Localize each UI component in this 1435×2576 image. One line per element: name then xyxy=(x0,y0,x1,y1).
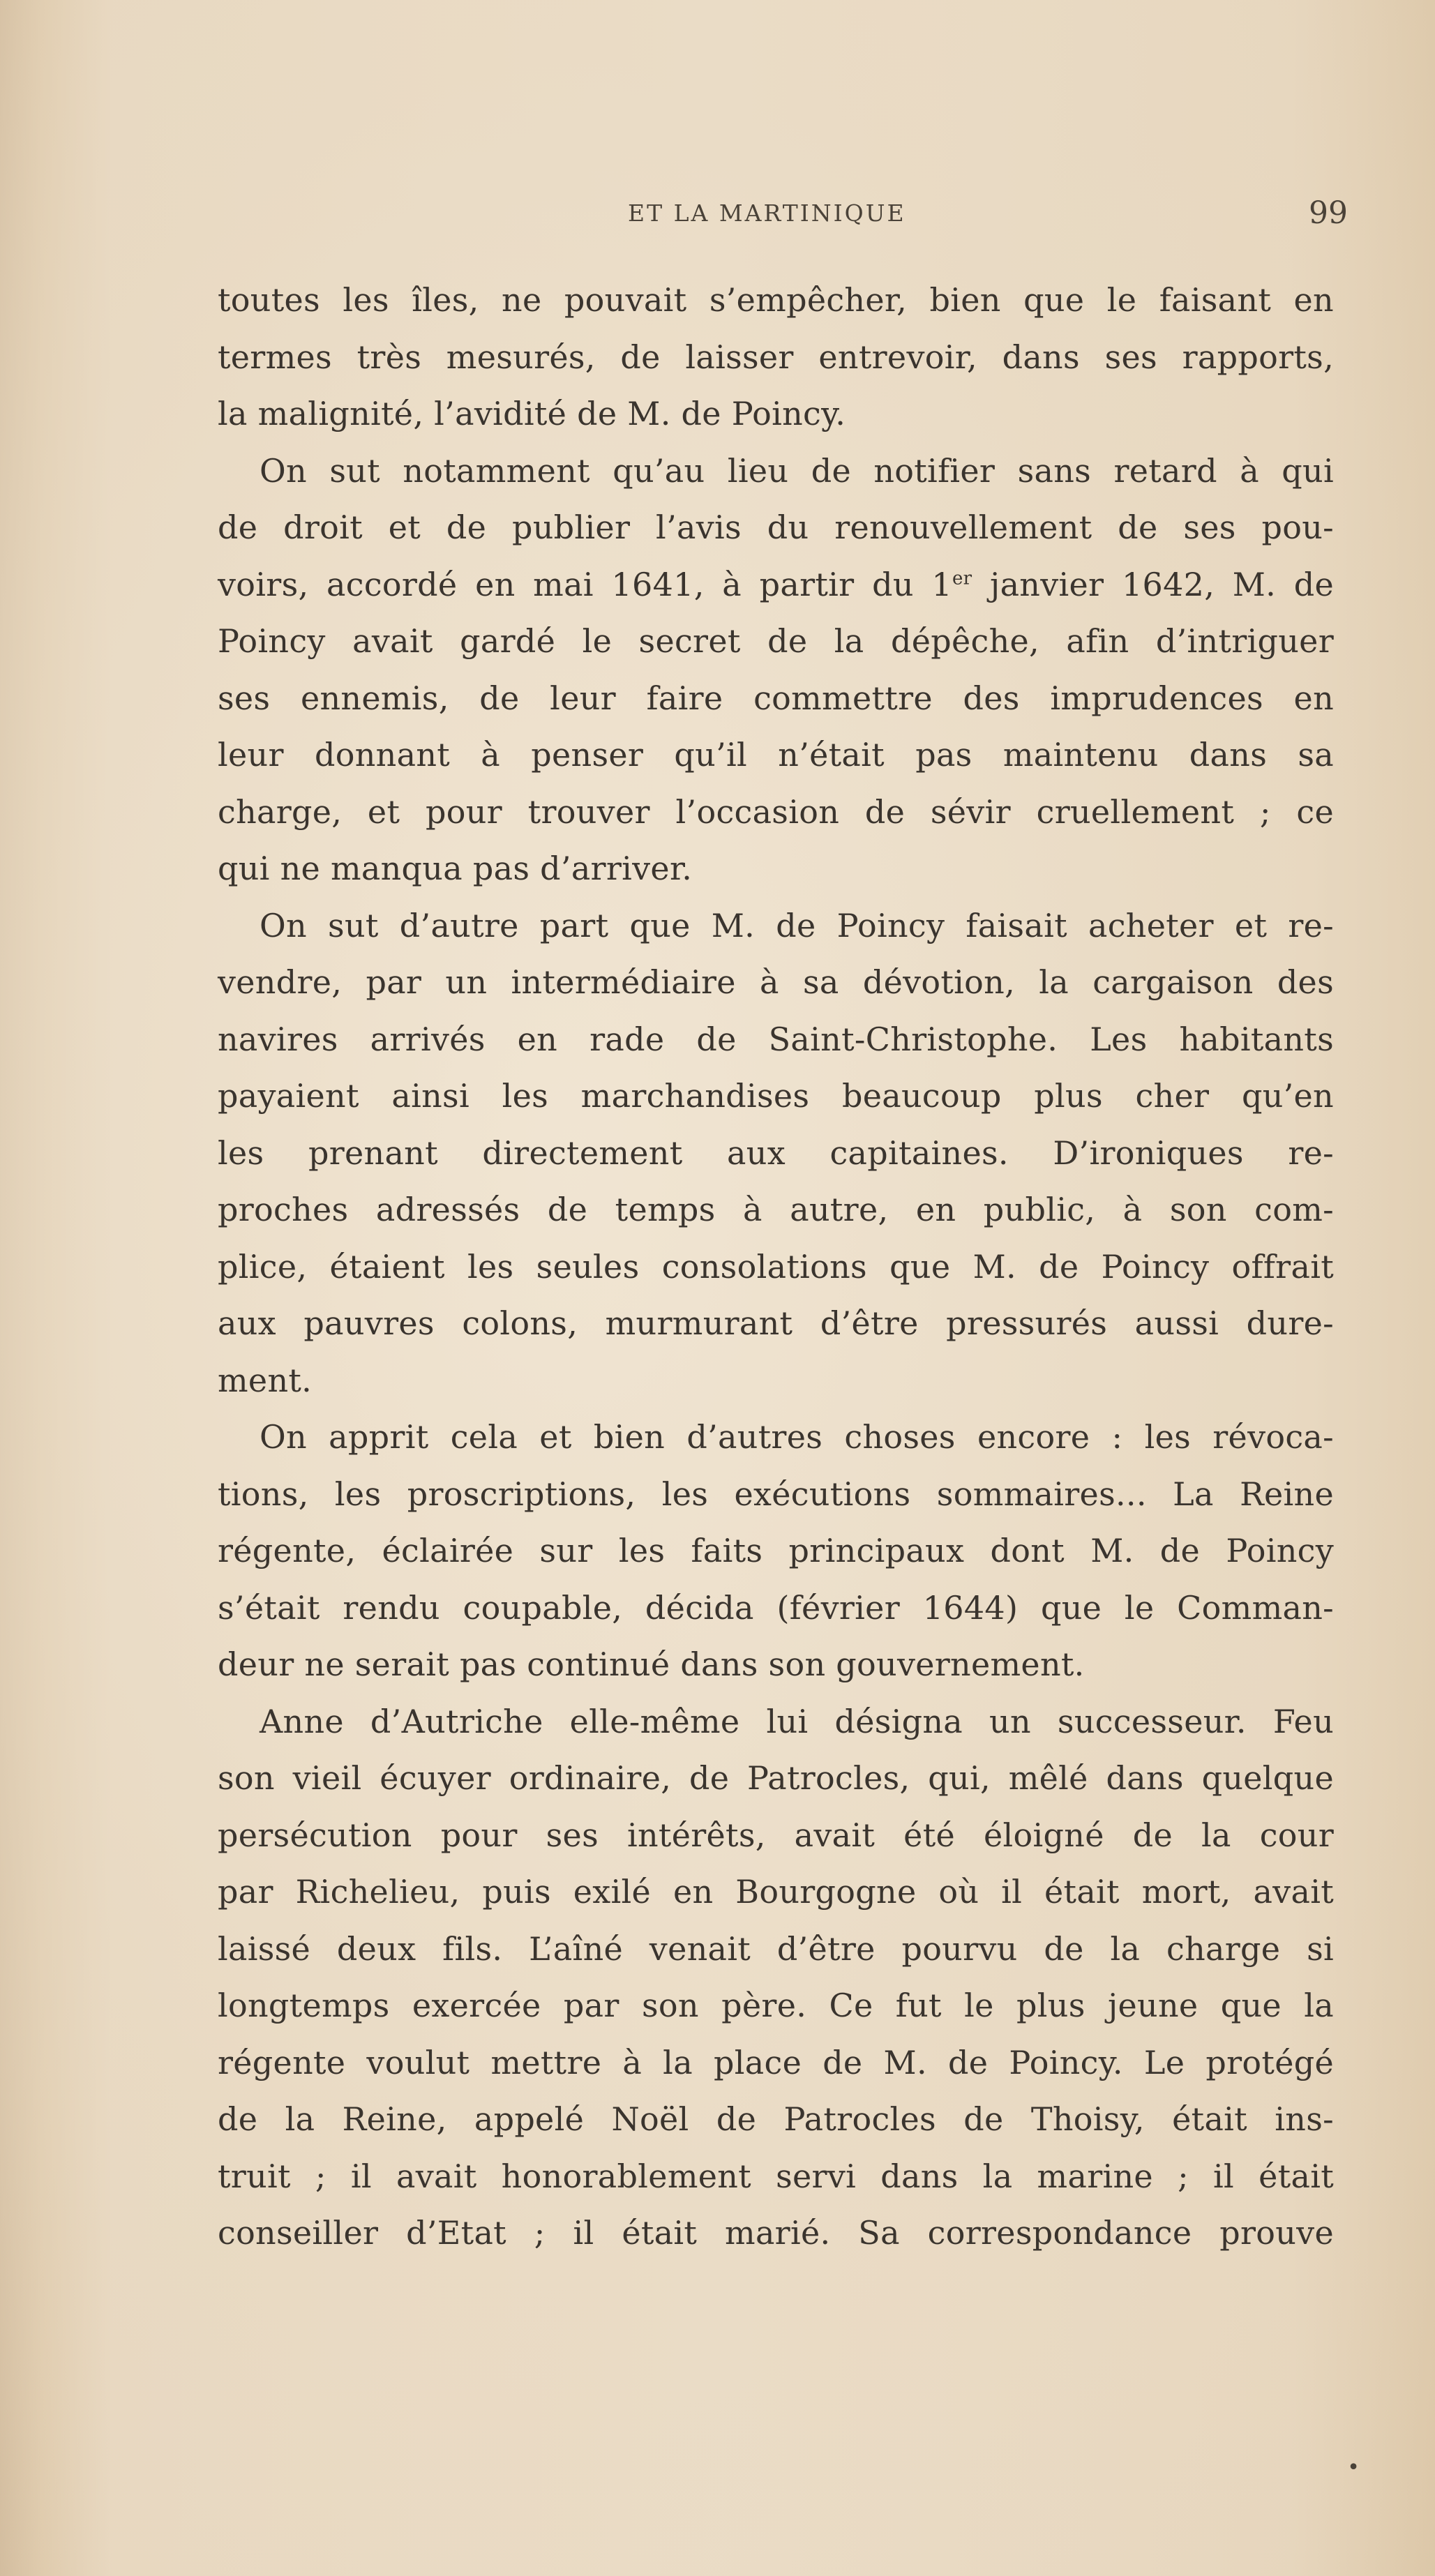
line-text: termes très mesurés, de laisser entrevoir, dans ses rapports, xyxy=(218,338,1334,376)
line-text: payaient ainsi les marchandises beaucoup plus cher qu’en xyxy=(218,1077,1334,1115)
line-text: aux pauvres colons, murmurant d’être pressurés aussi dure- xyxy=(218,1304,1334,1342)
text-line xyxy=(218,1807,1334,1865)
text-line xyxy=(218,1523,1334,1580)
line-text: laissé deux fils. L’aîné venait d’être pourvu de la charge si xyxy=(218,1929,1334,1968)
text-line xyxy=(218,670,1334,728)
dot-mark: • xyxy=(1347,2455,1360,2480)
text-line xyxy=(218,1409,1334,1466)
text-line xyxy=(218,2205,1334,2262)
text-line xyxy=(218,1125,1334,1182)
text-line xyxy=(218,1239,1334,1296)
line-text: voirs, accordé en mai 1641, à partir du 1 xyxy=(218,565,952,603)
text-line xyxy=(218,1295,1334,1353)
text-line xyxy=(218,1580,1334,1637)
text-line xyxy=(218,2035,1334,2092)
line-text: proches adressés de temps à autre, en public, à son com- xyxy=(218,1191,1334,1228)
line-text: de droit et de publier l’avis du renouvellement de ses pou- xyxy=(218,509,1334,546)
text-line xyxy=(218,727,1334,784)
text-line xyxy=(218,1864,1334,1921)
text-line xyxy=(218,1353,1334,1410)
text-line xyxy=(218,1182,1334,1239)
text-line xyxy=(218,557,1334,614)
text-line xyxy=(218,784,1334,841)
text-line xyxy=(218,1466,1334,1523)
superscript: er xyxy=(952,568,972,589)
line-text: par Richelieu, puis exilé en Bourgogne où il était mort, avait xyxy=(218,1873,1334,1911)
line-text: longtemps exercée par son père. Ce fut le plus jeune que la xyxy=(218,1987,1334,2024)
line-text: plice, étaient les seules consolations que M. de Poincy offrait xyxy=(218,1247,1334,1286)
line-text: charge, et pour trouver l’occasion de sévir cruellement ; ce xyxy=(218,792,1334,831)
text-line xyxy=(218,1694,1334,1751)
line-text: navires arrivés en rade de Saint-Christophe. Les habitants xyxy=(218,1020,1334,1058)
line-text: s’était rendu coupable, décida (février 1644) que le Comman- xyxy=(218,1588,1334,1627)
line-text: persécution pour ses intérêts, avait été éloigné de la cour xyxy=(218,1816,1334,1854)
line-text: conseiller d’Etat ; il était marié. Sa correspondance prouve xyxy=(218,2214,1334,2252)
text-line xyxy=(218,954,1334,1011)
text-line xyxy=(218,1921,1334,1978)
text-line xyxy=(218,1636,1334,1694)
line-text: les prenant directement aux capitaines. D’ironiques re- xyxy=(218,1133,1334,1172)
line-text: Poincy avait gardé le secret de la dépêche, afin d’intriguer xyxy=(218,622,1334,660)
text-line xyxy=(218,329,1334,386)
running-title: ET LA MARTINIQUE xyxy=(628,199,906,227)
line-text: tions, les proscriptions, les exécutions sommaires... La Reine xyxy=(218,1475,1334,1513)
text-line xyxy=(218,1750,1334,1807)
line-text: truit ; il avait honorablement servi dans la marine ; il était xyxy=(218,2157,1334,2195)
line-text: son vieil écuyer ordinaire, de Patrocles, qui, mêlé dans quelque xyxy=(218,1759,1334,1797)
line-text: régente voulut mettre à la place de M. de Poincy. Le protégé xyxy=(218,2043,1334,2081)
line-text: régente, éclairée sur les faits principaux dont M. de Poincy xyxy=(218,1532,1334,1569)
page-number: 99 xyxy=(1309,195,1348,231)
line-text: qui ne manqua pas d’arriver. xyxy=(218,850,693,887)
text-line xyxy=(218,2148,1334,2206)
body-text xyxy=(218,272,1334,2262)
line-text: Anne d’Autriche elle-même lui désigna un successeur. Feu xyxy=(260,1702,1334,1740)
line-text: la malignité, l’avidité de M. de Poincy. xyxy=(218,395,846,432)
text-line xyxy=(218,272,1334,329)
line-text: toutes les îles, ne pouvait s’empêcher, bien que le faisant en xyxy=(218,281,1334,319)
line-text: de la Reine, appelé Noël de Patrocles de Thoisy, était ins- xyxy=(218,2100,1334,2138)
text-line xyxy=(218,386,1334,443)
running-header xyxy=(209,195,1353,237)
text-line xyxy=(218,1068,1334,1125)
line-text: janvier 1642, M. de xyxy=(972,565,1334,603)
line-text: ment. xyxy=(218,1361,313,1399)
line-text: leur donnant à penser qu’il n’était pas maintenu dans sa xyxy=(218,736,1334,774)
line-text: On sut notamment qu’au lieu de notifier sans retard à qui xyxy=(260,451,1334,490)
line-text: On apprit cela et bien d’autres choses encore : les révoca- xyxy=(260,1418,1334,1456)
text-line xyxy=(218,841,1334,898)
text-line xyxy=(218,443,1334,500)
line-text: vendre, par un intermédiaire à sa dévotion, la cargaison des xyxy=(218,963,1334,1001)
text-line xyxy=(218,1011,1334,1069)
text-line xyxy=(218,1978,1334,2035)
line-text: On sut d’autre part que M. de Poincy faisait acheter et re- xyxy=(260,906,1334,944)
line-text: ses ennemis, de leur faire commettre des imprudences en xyxy=(218,679,1334,717)
text-line xyxy=(218,613,1334,670)
text-line xyxy=(218,2091,1334,2148)
line-text: deur ne serait pas continué dans son gouvernement. xyxy=(218,1645,1085,1683)
text-line xyxy=(218,499,1334,557)
text-line xyxy=(218,898,1334,955)
